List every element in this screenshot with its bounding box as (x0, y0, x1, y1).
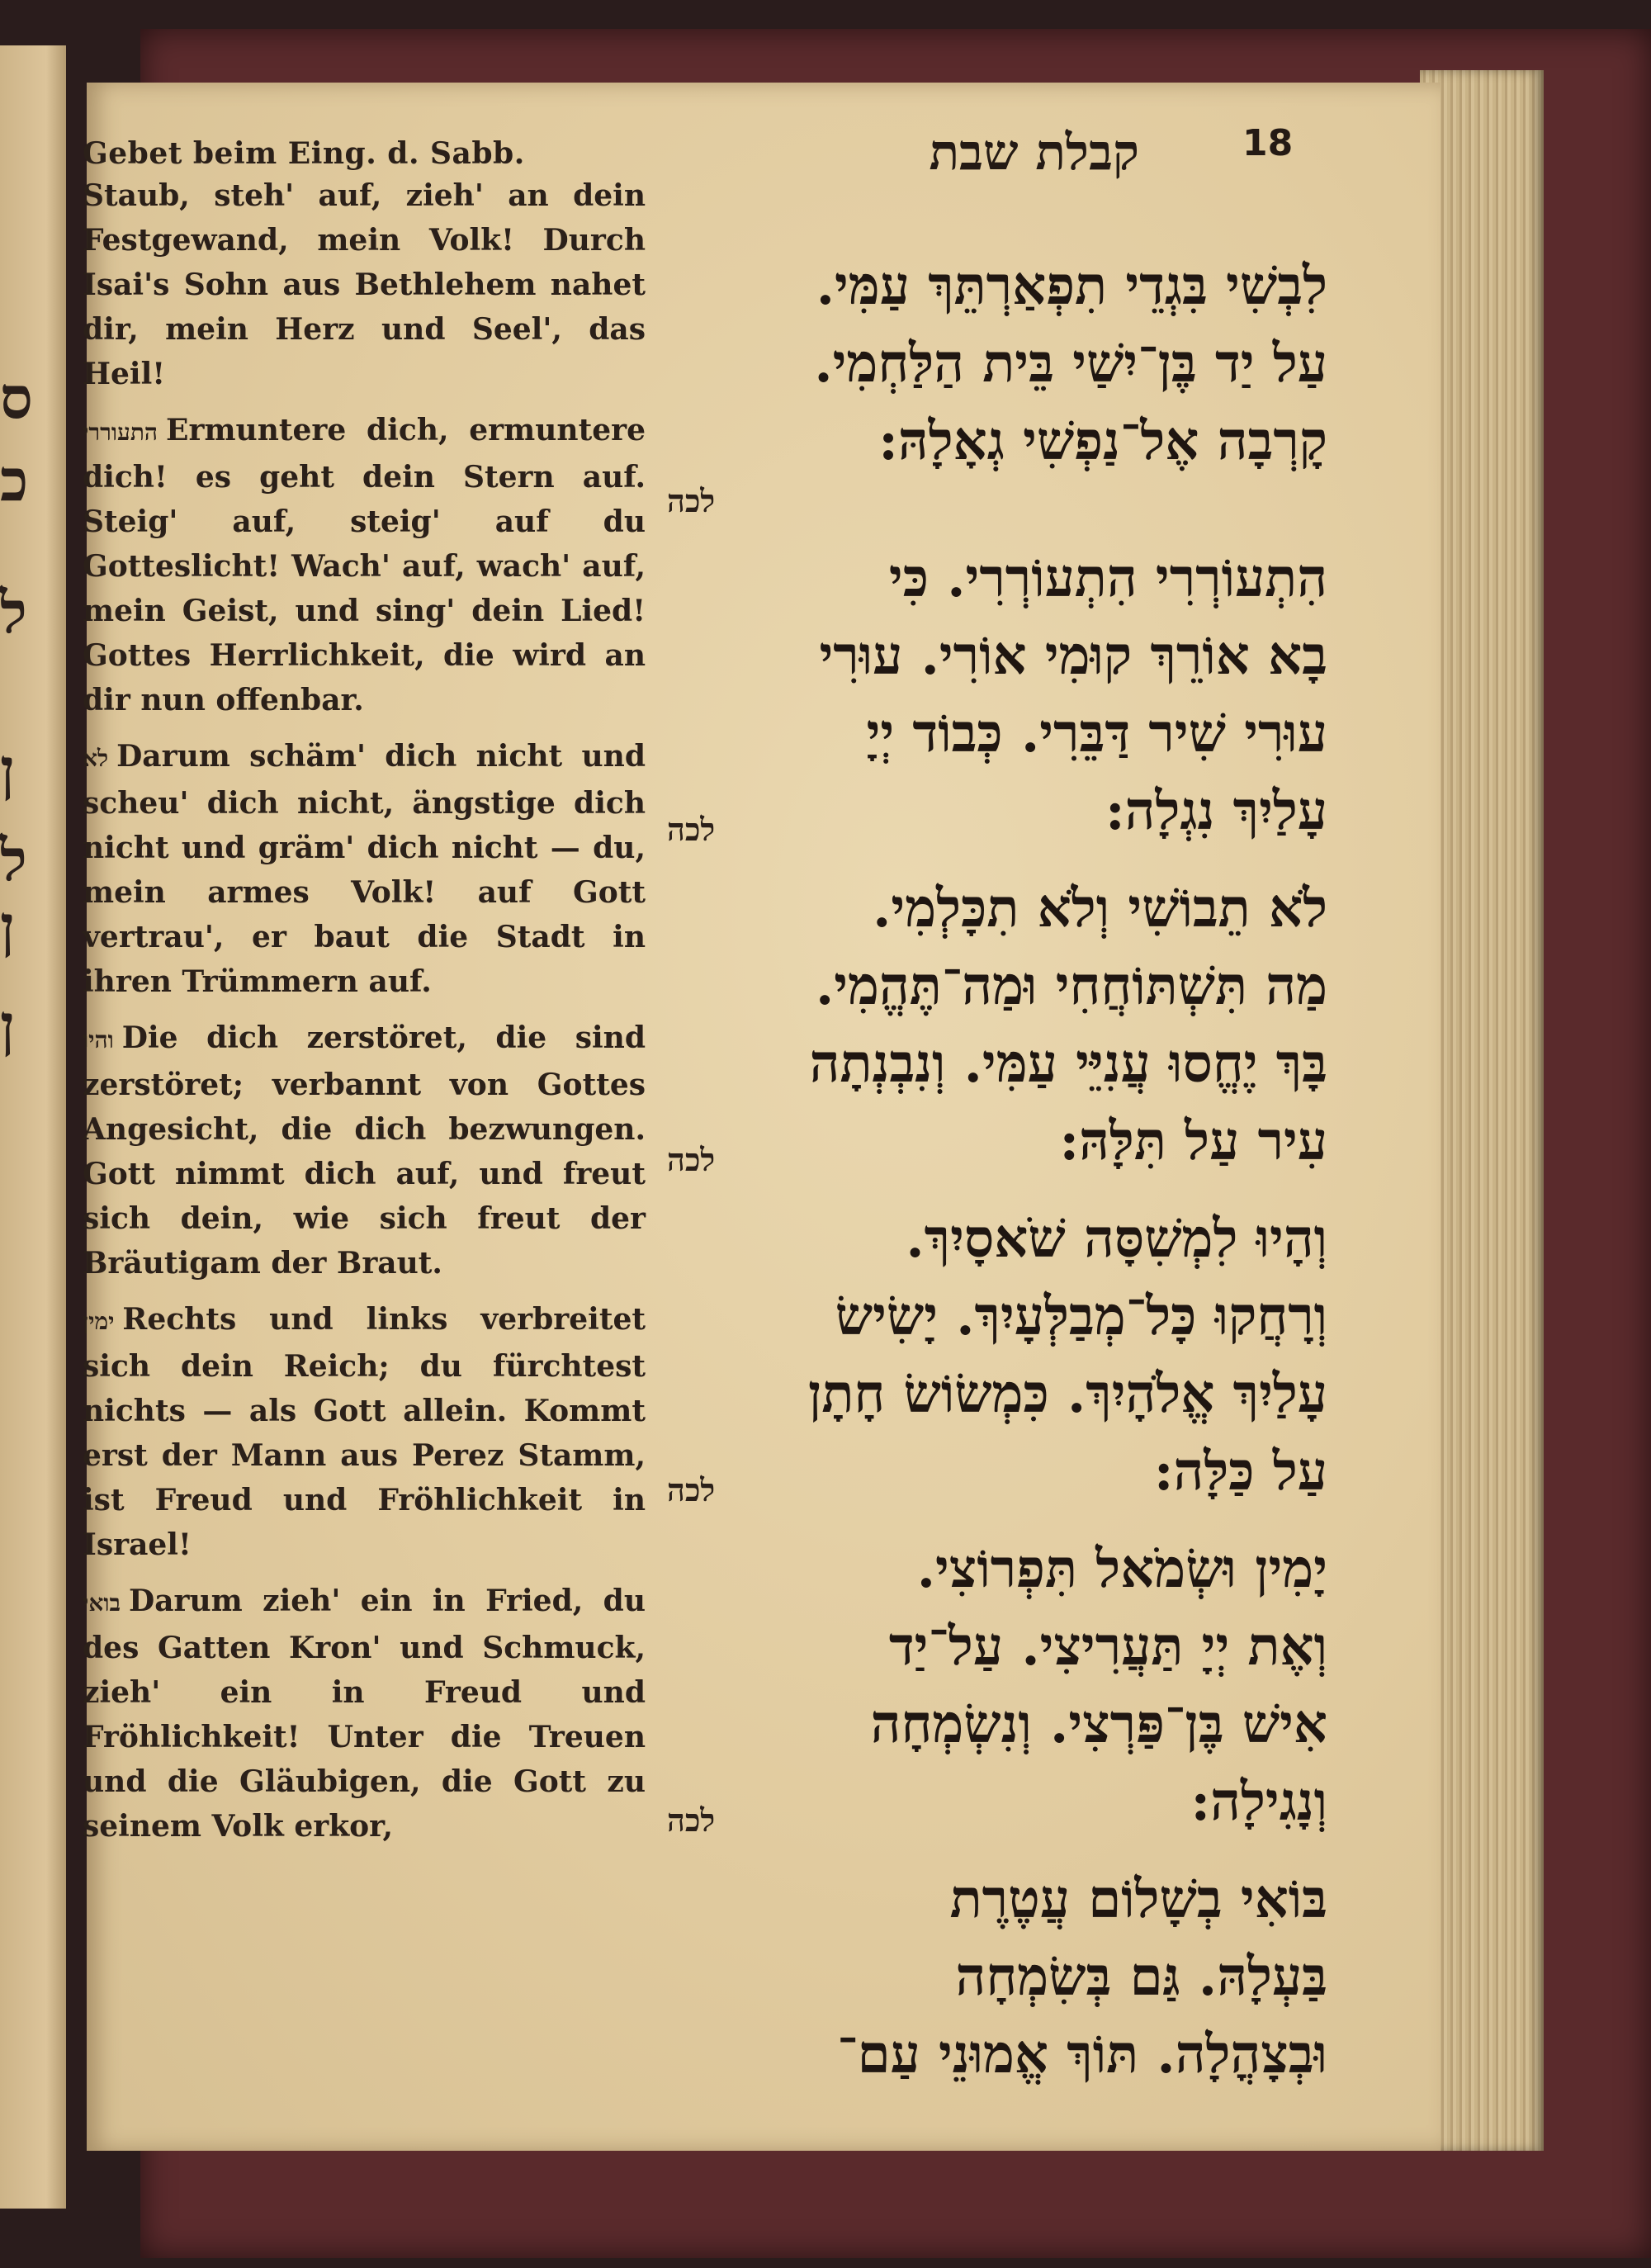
previous-page-glyph: כ (0, 446, 29, 514)
hebrew-text-column (667, 248, 1327, 2114)
page-number: 18 (1242, 122, 1294, 164)
hebrew-stanza (667, 1861, 1327, 2094)
hebrew-catchword: ימין (83, 1308, 115, 1335)
hebrew-line: וְרָחֲקוּ כָּל־מְבַלְּעָיִךְ. יָשִׂישׂ (835, 1286, 1327, 1347)
german-paragraph (83, 173, 646, 396)
hebrew-stanza (667, 1531, 1327, 1841)
hebrew-stanza (667, 248, 1327, 520)
hebrew-line: בּוֹאִי בְשָׁלוֹם עֲטֶרֶת (949, 1868, 1327, 1930)
hebrew-catchword: והיו (83, 1026, 114, 1054)
hebrew-line: יָמִין וּשְׂמֹאל תִּפְרוֹצִי. (916, 1538, 1327, 1600)
hebrew-stanza (667, 870, 1327, 1181)
hebrew-line: בַּעְלָהּ. גַּם בְּשִׂמְחָה (955, 1946, 1327, 2008)
german-paragraph-text: Rechts und links verbreitet sich dein Reich; du fürchtest nichts — als Gott allein. Kommt erst der Mann aus Perez Stamm, ist Freud und Fröhlichkeit in Israel! (83, 1302, 646, 1562)
hebrew-line: לִבְשִׁי בִּגְדֵי תִפְאַרְתֵּךְ עַמִּי. (816, 255, 1327, 317)
hebrew-line: הִתְעוֹרְרִי הִתְעוֹרְרִי. כִּי (888, 547, 1327, 609)
hebrew-line: אִישׁ בֶּן־פַּרְצִי. וְנִשְׂמְחָה (870, 1693, 1327, 1755)
refrain-marker: לכה (667, 1471, 716, 1508)
german-paragraph-text: Darum zieh' ein in Fried, du des Gatten Kron' und Schmuck, zieh' ein in Freud und Fröhlichkeit! Unter die Treuen und die Gläubigen, die Gott zu seinem Volk erkor, (83, 1584, 646, 1844)
hebrew-catchword: לא (83, 745, 109, 772)
previous-page-edge (0, 45, 66, 2209)
previous-page-glyph: ל (0, 826, 27, 894)
hebrew-catchword: התעוררי (83, 419, 158, 446)
german-paragraph (83, 1297, 646, 1567)
hebrew-line: עָלַיִךְ אֱלֹהָיִךְ. כִּמְשׂוֹשׂ חָתָן (808, 1363, 1327, 1425)
german-translation-column (83, 173, 646, 1860)
hebrew-line: עַל כַּלָּה: (1153, 1441, 1327, 1503)
previous-page-glyph: ן (0, 991, 15, 1059)
hebrew-running-title: קבלת שבת (929, 124, 1139, 182)
german-paragraph-text: Darum schäm' dich nicht und scheu' dich nicht, ängstige dich nicht und gräm' dich nicht — du, mein armes Volk! auf Gott vertrau', er baut die Stadt in ihren Trümmern auf. (83, 739, 646, 999)
hebrew-line: וְהָיוּ לִמְשִׁסָּה שֹׁאסָיִךְ. (906, 1208, 1327, 1270)
refrain-marker: לכה (667, 811, 716, 848)
hebrew-stanza (667, 1200, 1327, 1511)
hebrew-line: עוּרִי שִׁיר דַּבֵּרִי. כְּבוֹד יְיָ (866, 703, 1327, 765)
previous-page-glyph: ל (0, 578, 27, 646)
hebrew-line: לֹא תֵבוֹשִׁי וְלֹא תִכָּלְמִי. (873, 878, 1327, 940)
refrain-marker: לכה (667, 482, 716, 519)
hebrew-line: בָּךְ יֶחֱסוּ עֲנִיֵּי עַמִּי. וְנִבְנְתָה (809, 1033, 1327, 1095)
hebrew-catchword: בואי (83, 1589, 121, 1617)
german-paragraph (83, 1579, 646, 1849)
refrain-marker: לכה (667, 1802, 716, 1839)
previous-page-glyph: ס (0, 363, 33, 432)
hebrew-line: קָרְבָה אֶל־נַפְשִׁי גְאָלָהּ: (878, 410, 1327, 472)
german-running-title: Gebet beim Eing. d. Sabb. (83, 136, 525, 171)
hebrew-line: עַל יַד בֶּן־יִשַׁי בֵּית הַלַּחְמִי. (814, 333, 1327, 395)
hebrew-line: מַה תִּשְׁתּוֹחֲחִי וּמַה־תֶּהֱמִי. (815, 955, 1327, 1017)
hebrew-line: בָא אוֹרֵךְ קוּמִי אוֹרִי. עוּרִי (819, 625, 1327, 687)
hebrew-line: וְנָגִילָה: (1190, 1771, 1327, 1833)
hebrew-line: וּבְצָהֳלָה. תּוֹךְ אֱמוּנֵי עַם־ (837, 2024, 1327, 2086)
german-paragraph-text: Ermuntere dich, ermuntere dich! es geht dein Stern auf. Steig' auf, steig' auf du Gotteslicht! Wach' auf, wach' auf, mein Geist, und sing' dein Lied! Gottes Herrlichkeit, die wird an dir nun offenbar. (83, 413, 646, 717)
german-paragraph (83, 734, 646, 1004)
german-paragraph-text: Staub, steh' auf, zieh' an dein Festgewand, mein Volk! Durch Isai's Sohn aus Bethlehem nahet dir, mein Herz und Seel', das Heil! (83, 178, 646, 391)
refrain-marker: לכה (667, 1141, 716, 1178)
previous-page-glyph: ן (0, 892, 15, 960)
german-paragraph (83, 408, 646, 722)
previous-page-glyph: ן (0, 735, 15, 803)
german-paragraph (83, 1016, 646, 1286)
hebrew-line: עָלַיִךְ נִגְלָה: (1105, 780, 1327, 842)
hebrew-stanza (667, 540, 1327, 850)
german-paragraph-text: Die dich zerstöret, die sind zerstöret; verbannt von Gottes Angesicht, die dich bezwungen. Gott nimmt dich auf, und freut sich dein, wie sich freut der Bräutigam der Braut. (83, 1020, 646, 1281)
hebrew-line: עִיר עַל תִּלָּהּ: (1059, 1110, 1327, 1172)
hebrew-line: וְאֶת יְיָ תַּעֲרִיצִי. עַל־יַד (888, 1616, 1327, 1678)
